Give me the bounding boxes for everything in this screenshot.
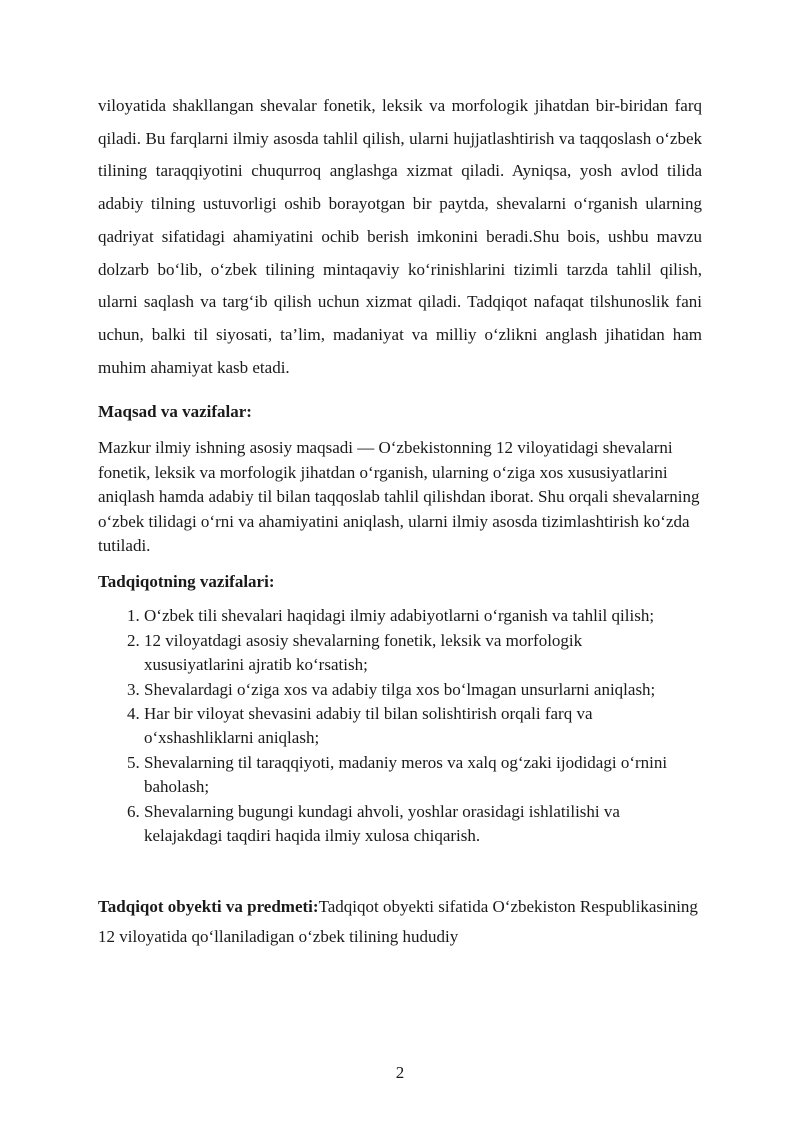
- tasks-heading: Tadqiqotning vazifalari:: [98, 572, 275, 592]
- intro-paragraph: viloyatida shakllangan shevalar fonetik, leksik va morfologik jihatdan bir-biridan farq qiladi. Bu farqlarni ilmiy asosda tahlil qilish, ularni hujjatlashtirish va taqqoslash o‘zbek tilining taraqqiyotini chuqurroq anglashga xizmat qiladi. Ayniqsa, yosh avlod tilida adabiy tilning ustuvorligi oshib borayotgan bir paytda, shevalarni o‘rganish ularning qadriyat sifatidagi ahamiyatini ochib berish imkonini beradi.Shu bois, ushbu mavzu dolzarb bo‘lib, o‘zbek tilining mintaqaviy ko‘rinishlarini tizimli tarzda tahlil qilish, ularni saqlash va targ‘ib qilish uchun xizmat qiladi. Tadqiqot nafaqat tilshunoslik fani uchun, balki til siyosati, ta’lim, madaniyat va milliy o‘zlikni anglash jihatidan ham muhim ahamiyat kasb etadi.: [98, 96, 702, 377]
- object-heading: Tadqiqot obyekti va predmeti:: [98, 897, 319, 917]
- tasks-list: [98, 604, 684, 848]
- page-number: 2: [395, 1063, 405, 1082]
- document-page: [98, 90, 702, 951]
- task-item-2: 2. 12 viloyatdagi asosiy shevalarning fonetik, leksik va morfologik xususiyatlarini ajratib ko‘rsatish;: [144, 629, 684, 678]
- task-item-4: 4. Har bir viloyat shevasini adabiy til bilan solishtirish orqali farq va o‘xshashliklarni aniqlash;: [144, 702, 684, 751]
- goal-paragraph: Mazkur ilmiy ishning asosiy maqsadi — O‘zbekistonning 12 viloyatidagi shevalarni fonetik, leksik va morfologik jihatdan o‘rganish, ularning o‘ziga xos xususiyatlarini aniqlash hamda adabiy til bilan taqqoslab tahlil qilishdan iborat. Shu orqali shevalarning o‘zbek tilidagi o‘rni va ahamiyatini aniqlash, ularni ilmiy asosda tizimlashtirish ko‘zda tutiladi.: [98, 438, 700, 555]
- task-item-6: 6. Shevalarning bugungi kundagi ahvoli, yoshlar orasidagi ishlatilishi va kelajakdagi taqdiri haqida ilmiy xulosa chiqarish.: [144, 800, 684, 849]
- object-text: Tadqiqot obyekti sifatida O‘zbekiston Respublikasining 12 viloyatida qo‘llaniladigan o‘zbek tilining hududiy: [98, 897, 698, 946]
- task-item-1: 1. O‘zbek tili shevalari haqidagi ilmiy adabiyotlarni o‘rganish va tahlil qilish;: [144, 604, 684, 628]
- task-item-5: 5. Shevalarning til taraqqiyoti, madaniy meros va xalq og‘zaki ijodidagi o‘rnini baholash;: [144, 751, 684, 800]
- object-paragraph: [98, 892, 702, 951]
- goal-heading: Maqsad va vazifalar:: [98, 402, 252, 422]
- task-item-3: 3. Shevalardagi o‘ziga xos va adabiy tilga xos bo‘lmagan unsurlarni aniqlash;: [144, 678, 684, 702]
